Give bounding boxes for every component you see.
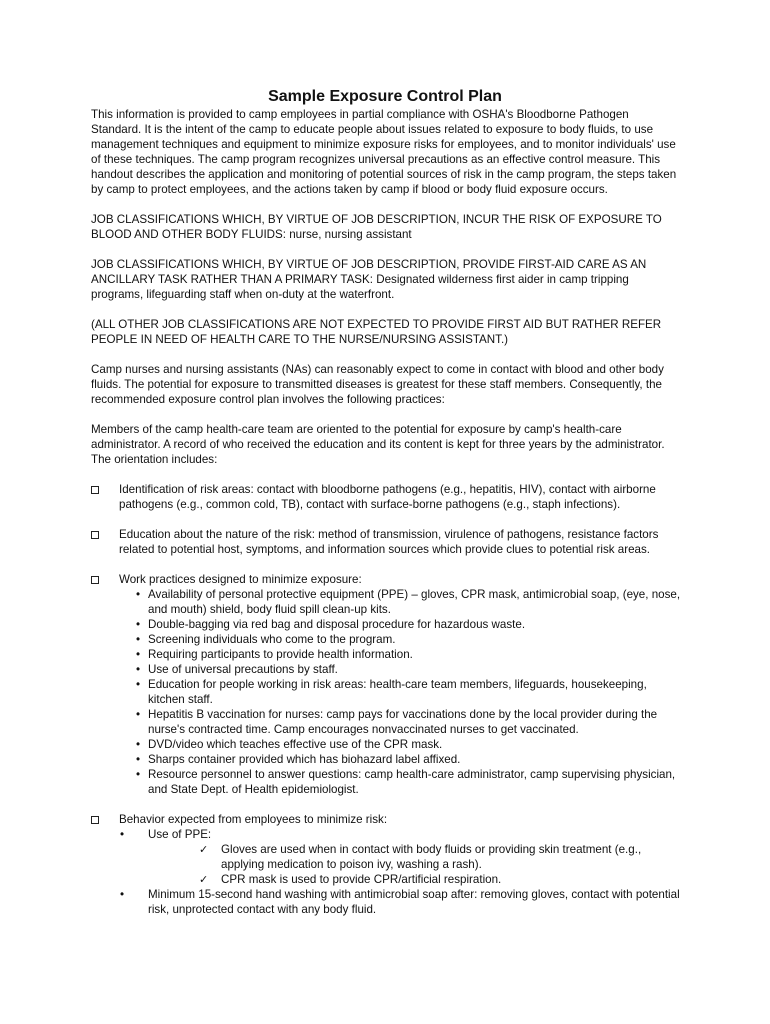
list-item: • Sharps container provided which has biohazard label affixed. (136, 753, 461, 766)
list-item: • Hepatitis B vaccination for nurses: camp pays for vaccinations done by the local provider during the nurse's contracted time. Camp encourages nonvaccinated nurses to get vaccinated. (136, 708, 658, 736)
checkbox-icon (91, 816, 99, 824)
checklist-item (91, 572, 681, 797)
list-item: • Use of universal precautions by staff. (136, 663, 338, 676)
orientation-paragraph: Members of the camp health-care team are oriented to the potential for exposure by camp's health-care administrator. A record of who received the education and its content is kept for three years by the administrator. The orientation includes: (91, 423, 665, 466)
list-item: • Use of PPE: ✓ Gloves are used when in contact with body fluids or providing skin treatment (e.g., applying medication to poison ivy, washing a rash). ✓ CPR mask is used to provide CPR/artificial respiration. (91, 827, 681, 887)
checkbox-icon (91, 531, 99, 539)
job-other-paragraph: (ALL OTHER JOB CLASSIFICATIONS ARE NOT EXPECTED TO PROVIDE FIRST AID BUT RATHER REFER PEOPLE IN NEED OF HEALTH CARE TO THE NURSE/NURSING ASSISTANT.) (91, 318, 662, 346)
bullet-icon: • (136, 618, 141, 631)
behavior-list (91, 827, 681, 917)
checklist-item-text: Work practices designed to minimize exposure: (119, 573, 362, 586)
checklist-item-text: Behavior expected from employees to minimize risk: (119, 813, 388, 826)
checklist-item (91, 482, 681, 512)
job-firstaid-paragraph: JOB CLASSIFICATIONS WHICH, BY VIRTUE OF JOB DESCRIPTION, PROVIDE FIRST-AID CARE AS AN ANCILLARY TASK RATHER THAN A PRIMARY TASK: Designated wilderness first aider in camp tripping programs, lifeguarding staff when on-duty at the waterfront. (91, 258, 647, 301)
document-title: Sample Exposure Control Plan (268, 88, 502, 105)
list-item: • Resource personnel to answer questions: camp health-care administrator, camp supervising physician, and State Dept. of Health epidemiologist. (136, 768, 676, 796)
list-item: • Requiring participants to provide health information. (136, 648, 413, 661)
bullet-icon: • (136, 633, 141, 646)
bullet-icon: • (136, 708, 141, 721)
list-item: ✓ CPR mask is used to provide CPR/artificial respiration. (199, 873, 502, 886)
list-item: • Double-bagging via red bag and disposal procedure for hazardous waste. (136, 618, 526, 631)
bullet-icon: • (136, 768, 141, 781)
list-item: • Availability of personal protective equipment (PPE) – gloves, CPR mask, antimicrobial soap, (eye, nose, and mouth) shield, body fluid spill clean-up kits. (136, 588, 681, 616)
bullet-icon: • (120, 828, 125, 841)
work-practices-list (91, 587, 681, 797)
bullet-icon: • (136, 648, 141, 661)
checkmark-icon: ✓ (199, 843, 209, 856)
document-body (91, 107, 681, 932)
checklist-item (91, 812, 681, 917)
list-item: • Screening individuals who come to the program. (136, 633, 396, 646)
checkbox-icon (91, 486, 99, 494)
orientation-checklist (91, 482, 681, 917)
job-risk-paragraph: JOB CLASSIFICATIONS WHICH, BY VIRTUE OF JOB DESCRIPTION, INCUR THE RISK OF EXPOSURE TO BLOOD AND OTHER BODY FLUIDS: nurse, nursing assistant (91, 213, 662, 241)
list-item: • Education for people working in risk areas: health-care team members, lifeguards, housekeeping, kitchen staff. (136, 678, 647, 706)
list-item: • DVD/video which teaches effective use of the CPR mask. (136, 738, 443, 751)
checklist-item-text: Education about the nature of the risk: method of transmission, virulence of pathogens, resistance factors related to potential host, symptoms, and information sources which provide clues to potential risk areas. (119, 528, 659, 556)
checkbox-icon (91, 576, 99, 584)
checkmark-icon: ✓ (199, 873, 209, 886)
bullet-icon: • (136, 753, 141, 766)
list-item: ✓ Gloves are used when in contact with body fluids or providing skin treatment (e.g., applying medication to poison ivy, washing a rash). (199, 843, 642, 871)
intro-paragraph: This information is provided to camp employees in partial compliance with OSHA's Bloodborne Pathogen Standard. It is the intent of the camp to educate people about issues related to exposure to body fluids, to use management techniques and equipment to minimize exposure risks for employees, and to monitor individuals' use of these techniques. The camp program recognizes universal precautions as an effective control measure. This handout describes the application and monitoring of potential sources of risk in the camp program, the steps taken by camp to protect employees, and the actions taken by camp if blood or body fluid exposure occurs. (91, 108, 677, 196)
checklist-item (91, 527, 681, 557)
checklist-item-text: Identification of risk areas: contact with bloodborne pathogens (e.g., hepatitis, HIV), contact with airborne pathogens (e.g., common cold, TB), contact with surface-borne pathogens (e.g., staph infections). (119, 483, 656, 511)
bullet-icon: • (136, 738, 141, 751)
bullet-icon: • (136, 663, 141, 676)
list-item: • Minimum 15-second hand washing with antimicrobial soap after: removing gloves, contact with potential risk, unprotected contact with any body fluid. (120, 888, 680, 916)
nurses-paragraph: Camp nurses and nursing assistants (NAs) can reasonably expect to come in contact with blood and other body fluids. The potential for exposure to transmitted diseases is greatest for these staff members. Consequently, the recommended exposure control plan involves the following practices: (91, 363, 664, 406)
ppe-list (91, 842, 681, 887)
bullet-icon: • (120, 888, 125, 901)
bullet-icon: • (136, 588, 141, 601)
bullet-icon: • (136, 678, 141, 691)
